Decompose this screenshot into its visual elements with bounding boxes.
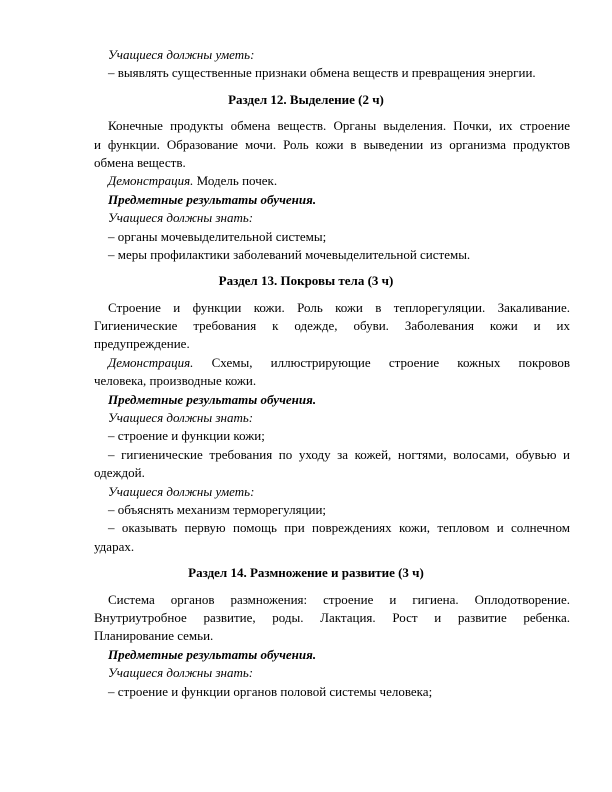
paragraph-line: предупреждение.: [94, 336, 190, 352]
demonstration-text: Схемы, иллюстрирующие строение кожных покровов: [193, 354, 570, 370]
knowledge-heading: Учащиеся должны знать:: [108, 410, 254, 426]
list-item: – строение и функции кожи;: [108, 428, 265, 444]
list-item: – выявлять существенные признаки обмена веществ и превращения энергии.: [108, 65, 536, 81]
list-item-continuation: одеждой.: [94, 465, 145, 481]
paragraph-line: и функции. Образование мочи. Роль кожи в выведении из организма продуктов: [94, 136, 570, 152]
demonstration-label: Демонстрация.: [108, 173, 194, 189]
results-heading: Предметные результаты обучения.: [108, 646, 317, 662]
section-heading: Раздел 13. Покровы тела (3 ч): [218, 273, 394, 289]
list-item: – органы мочевыделительной системы;: [108, 228, 327, 244]
results-heading: Предметные результаты обучения.: [108, 391, 317, 407]
list-item: – гигиенические требования по уходу за кожей, ногтями, волосами, обувью и: [108, 446, 570, 462]
paragraph-line: Гигиенические требования к одежде, обуви. Заболевания кожи и их: [94, 318, 570, 334]
list-item: – оказывать первую помощь при повреждениях кожи, тепловом и солнечном: [108, 520, 570, 536]
demonstration-text: Модель почек.: [193, 173, 278, 189]
paragraph-line: человека, производные кожи.: [94, 373, 257, 389]
paragraph-line: Конечные продукты обмена веществ. Органы выделения. Почки, их строение: [108, 118, 570, 134]
knowledge-heading: Учащиеся должны знать:: [108, 210, 254, 226]
paragraph-line: обмена веществ.: [94, 154, 186, 170]
list-item-continuation: ударах.: [94, 538, 135, 554]
demonstration-label: Демонстрация.: [108, 354, 194, 370]
list-item: – строение и функции органов половой системы человека;: [108, 683, 433, 699]
paragraph-line: Внутриутробное развитие, роды. Лактация. Рост и развитие ребенка.: [94, 609, 570, 625]
paragraph-line: Планирование семьи.: [94, 628, 214, 644]
demonstration-line: [108, 354, 570, 372]
results-heading: Предметные результаты обучения.: [108, 191, 317, 207]
paragraph-line: Система органов размножения: строение и гигиена. Оплодотворение.: [108, 591, 570, 607]
list-item: – меры профилактики заболеваний мочевыделительной системы.: [108, 246, 471, 262]
paragraph-line: Строение и функции кожи. Роль кожи в теплорегуляции. Закаливание.: [108, 299, 570, 315]
list-item: – объяснять механизм терморегуляции;: [108, 501, 327, 517]
demonstration-line: [108, 172, 570, 190]
knowledge-heading: Учащиеся должны знать:: [108, 665, 254, 681]
skills-heading: Учащиеся должны уметь:: [108, 483, 255, 499]
skills-heading: Учащиеся должны уметь:: [108, 47, 255, 62]
section-heading: Раздел 12. Выделение (2 ч): [228, 91, 384, 107]
section-heading: Раздел 14. Размножение и развитие (3 ч): [188, 565, 424, 581]
document-body: [94, 46, 570, 701]
